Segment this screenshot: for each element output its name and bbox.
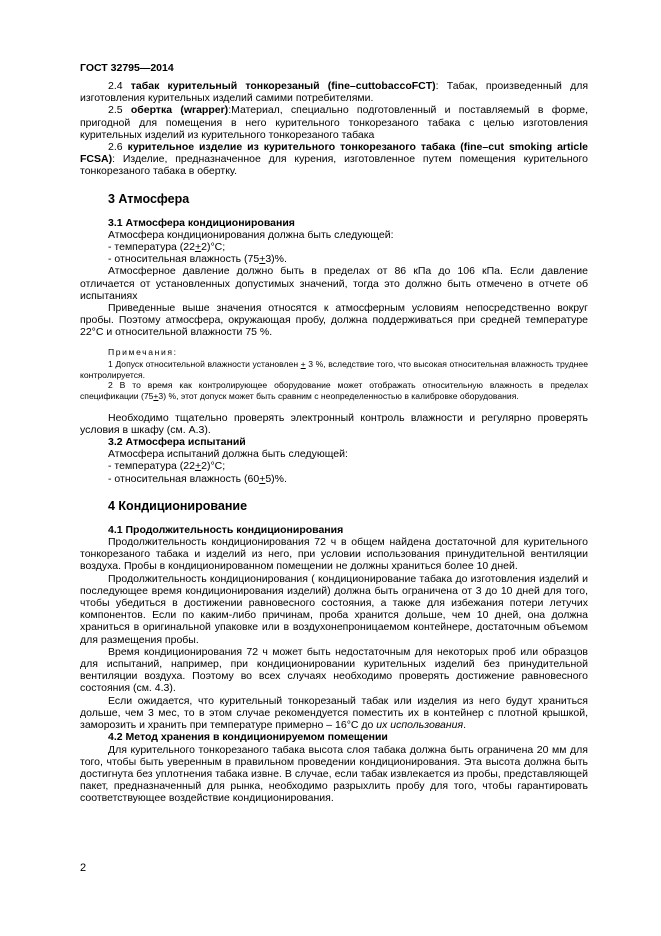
paragraph xyxy=(80,695,588,732)
definition-number: 2.6 xyxy=(108,141,128,154)
definition-number: 2.4 xyxy=(108,80,131,92)
definition-number: 2.5 xyxy=(108,104,131,117)
italic-text: их использования xyxy=(376,719,464,732)
text-run: - относительная влажность (75 xyxy=(108,253,260,266)
text-run: 3 %, вследствие того, что высокая относительная влажность труднее контролируется. xyxy=(80,359,588,380)
plus-minus-sign: + xyxy=(300,359,306,370)
document-page xyxy=(80,62,588,805)
text-run: . xyxy=(463,719,467,732)
paragraph: Продолжительность кондиционирования 72 ч в общем найдена достаточной для курительного тонкорезаного табака и изделий из него, при условии использования принудительной вентиляции воздуха. Пробы в кондиционированном помещении не должны храниться более 10 дней. xyxy=(80,536,588,573)
definition-2-6 xyxy=(80,141,588,178)
section-4-1-heading: 4.1 Продолжительность кондиционирования xyxy=(108,523,344,536)
section-3-heading: 3 Атмосфера xyxy=(108,191,190,206)
text-run: - температура (22 xyxy=(108,241,195,254)
text-run: - относительная влажность (60 xyxy=(108,472,260,485)
text-run: 3) %, этот допуск может быть сравним с неопределенностью в калибровке оборудования. xyxy=(158,391,519,402)
notes-heading: Примечания: xyxy=(108,346,178,357)
definition-text: : Табак, произведенный для изготовления курительных изделий самими потребителями. xyxy=(80,80,589,105)
paragraph: Продолжительность кондиционирования ( кондиционирование табака до изготовления изделий и последующее время кондиционирования изделий) должна быть ограничена от 3 до 10 дней для того, чтобы убедиться в достижении равновесного состояния, а также для избежания потери летучих компонентов. Если по каким-либо причинам, проба хранится дольше, чем 10 дней, она должна храниться в оригинальной упаковке или в воздухонепроницаемом контейнере, достаточным объемом для размещения пробы. xyxy=(80,572,588,646)
section-4-2-heading: 4.2 Метод хранения в кондиционируемом помещении xyxy=(108,731,388,744)
paragraph: Атмосфера испытаний должна быть следующей: xyxy=(108,448,348,461)
paragraph: Необходимо тщательно проверять электронный контроль влажности и регулярно проверять условия в шкафу (см. А.3). xyxy=(80,411,588,436)
text-run: Если ожидается, что курительный тонкорезаный табак или изделия из него будут храниться дольше, чем 3 мес, то в этом случае рекомендуется поместить их в контейнер с плотной крышкой, заморозить и хранить при температуре примерно – 16°С до xyxy=(80,694,588,732)
plus-minus-sign: + xyxy=(194,241,202,254)
document-header: ГОСТ 32795—2014 xyxy=(80,62,174,74)
plus-minus-sign: + xyxy=(194,460,202,473)
paragraph: Атмосферное давление должно быть в пределах от 86 кПа до 106 кПа. Если давление отличается от установленных допустимых значений, тогда это должно быть отмечено в отчете об испытаниях xyxy=(80,265,588,302)
note-1 xyxy=(80,359,588,380)
section-3-2-heading: 3.2 Атмосфера испытаний xyxy=(108,436,246,449)
definition-term: курительное изделие из курительного тонкорезаного табака (fine–cut smoking article FCSA) xyxy=(80,141,589,166)
section-3-1-heading: 3.1 Атмосфера кондиционирования xyxy=(108,216,295,229)
humidity-item xyxy=(80,473,588,485)
plus-minus-sign: + xyxy=(259,472,266,485)
text-run: 2)°С; xyxy=(201,241,226,254)
paragraph: Для курительного тонкорезаного табака высота слоя табака должна быть ограничена 20 мм для того, чтобы быть уверенным в правильном проведении кондиционирования. Эта высота должна быть достигнута без уплотнения табака извне. В случае, если табак извлекается из пробы, представляющей пакет, предназначенный для рынка, необходимо разрыхлить пробу для того, чтобы гарантировать соответствующее воздействие кондиционирования. xyxy=(80,743,588,805)
plus-minus-sign: + xyxy=(153,391,159,402)
text-run: 2 В то время как контролирующее оборудование может отображать относительную влажность в пределах спецификации (75 xyxy=(80,380,588,402)
temperature-item xyxy=(80,460,588,472)
text-run: 5)%. xyxy=(265,472,287,485)
plus-minus-sign: + xyxy=(259,253,266,266)
definition-text: : Изделие, предназначенное для курения, изготовленное путем помещения курительного тонкорезаного табака в обертку. xyxy=(80,153,588,178)
note-2 xyxy=(80,380,588,401)
text-run: 2)°С; xyxy=(201,460,226,473)
humidity-item xyxy=(80,253,588,265)
definition-2-4 xyxy=(80,80,588,104)
text-run: 3)%. xyxy=(265,253,287,266)
text-run: 1 Допуск относительной влажности установлен xyxy=(108,359,301,370)
text-run: - температура (22 xyxy=(108,460,195,473)
definition-term: табак курительный тонкорезаный (fine–cuttobaccoFCT) xyxy=(130,80,436,92)
definition-2-5 xyxy=(80,104,588,141)
paragraph: Приведенные выше значения относятся к атмосферным условиям непосредственно вокруг пробы. Поэтому атмосфера, окружающая пробу, должна поддерживаться при средней температуре 22°С и относительной влажности 75 %. xyxy=(80,302,588,339)
paragraph: Атмосфера кондиционирования должна быть следующей: xyxy=(108,228,394,241)
page-number: 2 xyxy=(80,862,87,874)
section-4-heading: 4 Кондиционирование xyxy=(108,498,248,513)
temperature-item xyxy=(80,241,588,253)
paragraph: Время кондиционирования 72 ч может быть недостаточным для некоторых проб или образцов для испытаний, например, при кондиционировании курительных изделий без принудительной вентиляции воздуха. Поэтому во всех случаях необходимо проверять достижение равновесного состояния (см. 4.3). xyxy=(80,645,588,695)
definition-term: обертка (wrapper) xyxy=(130,104,229,117)
definition-text: :Материал, специально подготовленный и поставляемый в форме, пригодной для помещения в него курительного тонкорезаного табака с целью изготовления курительных изделий из курительного тонкорезаного табака xyxy=(80,104,588,141)
